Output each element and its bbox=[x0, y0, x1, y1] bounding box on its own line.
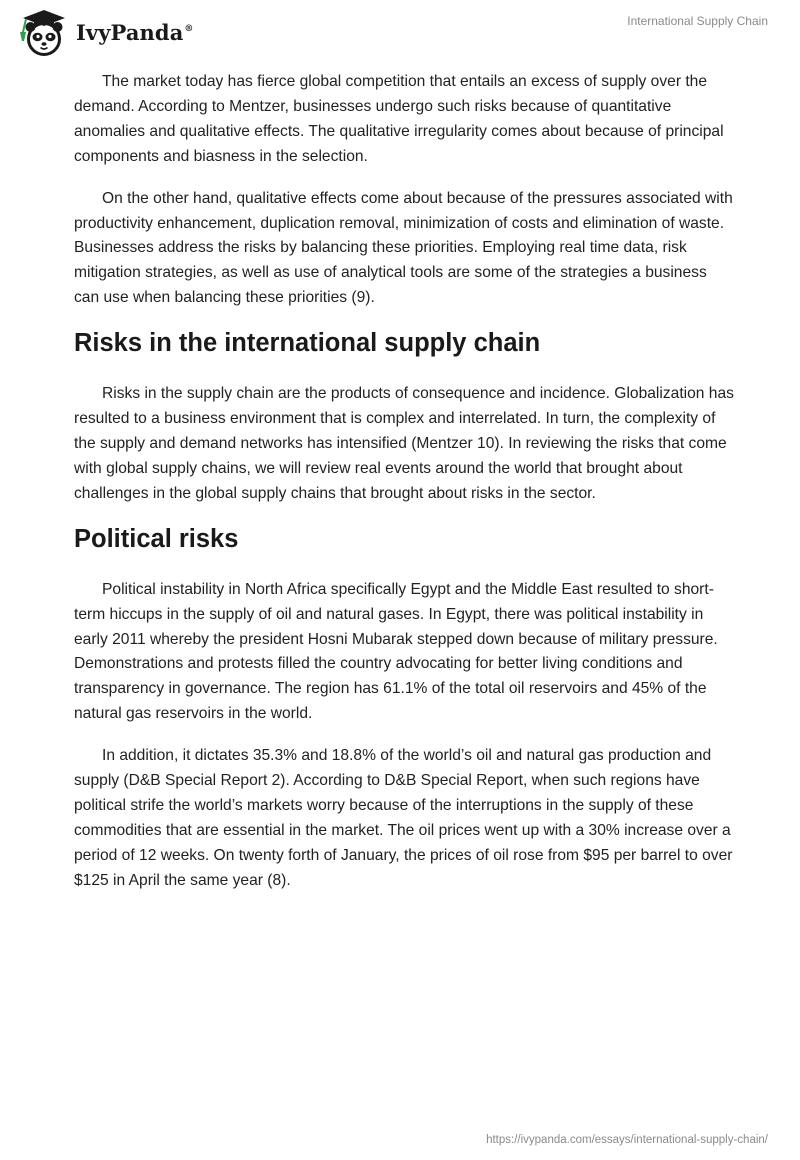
document-title: International Supply Chain bbox=[627, 14, 768, 28]
brand-name: IvyPanda® bbox=[76, 19, 194, 45]
paragraph: The market today has fierce global competition that entails an excess of supply over the demand. According to Mentzer, businesses undergo such risks because of quantitative anomalies and qualitative effects. The qualitative irregularity comes about because of principal components and biasness in the selection. bbox=[74, 73, 724, 165]
source-url[interactable]: https://ivypanda.com/essays/international-supply-chain/ bbox=[486, 1134, 768, 1146]
paragraph: In addition, it dictates 35.3% and 18.8% of the world’s oil and natural gas production and supply (D&B Special Report 2). According to D&B Special Report, when such regions have political strife the world’s markets worry because of the interruptions in the supply of these commodities that are essential in the market. The oil prices went up with a 30% increase over a period of 12 weeks. On twenty forth of January, the prices of oil rose from $95 per barrel to over $125 in April the same year (8). bbox=[74, 747, 733, 889]
logo[interactable] bbox=[14, 6, 194, 58]
page-header bbox=[0, 0, 800, 70]
registered-mark: ® bbox=[184, 23, 194, 34]
paragraph: Political instability in North Africa specifically Egypt and the Middle East resulted to short-term hiccups in the supply of oil and natural gases. In Egypt, there was political instability in early 2011 whereby the president Hosni Mubarak stepped down because of military pressure. Demonstrations and protests filled the country advocating for better living conditions and transparency in governance. The region has 61.1% of the total oil reservoirs and 45% of the natural gas reservoirs in the world. bbox=[74, 580, 718, 723]
paragraph: Risks in the supply chain are the products of consequence and incidence. Globalization has resulted to a business environment that is complex and interrelated. In turn, the complexity of the supply and demand networks has intensified (Mentzer 10). In reviewing the risks that come with global supply chains, we will review real events around the world that brought about challenges in the global supply chains that brought about risks in the sector. bbox=[74, 385, 734, 502]
paragraph: On the other hand, qualitative effects come about because of the pressures associated with productivity enhancement, duplication removal, minimization of costs and elimination of waste. Businesses address the risks by balancing these priorities. Employing real time data, risk mitigation strategies, as well as use of analytical tools are some of the strategies a business can use when balancing these priorities (9). bbox=[74, 189, 733, 307]
section-heading-political-risks: Political risks bbox=[74, 524, 239, 553]
section-heading-risks: Risks in the international supply chain bbox=[74, 329, 541, 358]
essay-content bbox=[74, 70, 734, 911]
panda-graduation-cap-icon bbox=[14, 6, 72, 58]
